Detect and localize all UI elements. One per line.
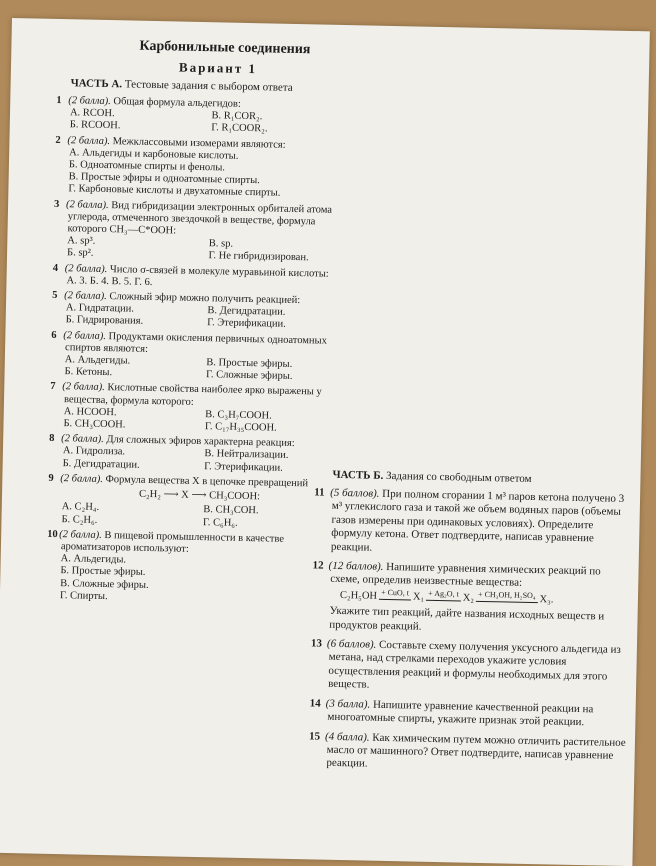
answer-options	[61, 501, 336, 531]
question-text-block	[310, 637, 629, 698]
question-text: В пищевой промышленности в качестве ароматизаторов используют:	[60, 529, 285, 555]
question-9	[48, 472, 337, 532]
answer-option: Г. Спирты.	[59, 589, 108, 602]
answer-options	[64, 354, 339, 384]
question-text: Как химическим путем можно отличить растительное масло от машинного? Ответ подтвердите, написав уравнение реакции.	[326, 731, 626, 770]
question-text: Формула вещества X в цепочке превращений	[105, 473, 309, 490]
question-points: (2 балла).	[63, 329, 107, 342]
question-text: Вид гибридизации электронных орбиталей атома углерода, отмеченного звездочкой в веществе, формула которого CH₃—C*OOH:	[67, 199, 333, 237]
answer-option: В. Простые эфиры.	[206, 357, 293, 371]
part-b-questions	[308, 486, 632, 783]
question-text: Напишите уравнения химических реакций по схеме, определив неизвестные вещества:	[330, 560, 601, 590]
reaction-arrow: + Ag₂O, t	[426, 587, 461, 602]
question-text-block	[53, 198, 343, 241]
question-number: 7	[50, 381, 56, 393]
question-8	[49, 433, 339, 475]
question-text: Составьте схему получения уксусного альдегида из метана, над стрелками переходов укажите условия осуществления реакций и формулы необходимых для этого веществ.	[327, 638, 621, 691]
question-text: Общая формула альдегидов:	[113, 96, 241, 110]
question-points: (3 балла).	[325, 697, 371, 711]
question-13	[310, 637, 629, 698]
question-points: (2 балла).	[64, 262, 108, 275]
question-number: 12	[312, 559, 324, 572]
chain-product: X₂	[462, 592, 475, 604]
question-1	[56, 94, 346, 137]
answer-option: Б. sp².	[66, 247, 94, 260]
chain-product: X₃.	[539, 594, 554, 606]
answer-option: Г. Не гибридизирован.	[208, 250, 309, 264]
question-number: 11	[314, 486, 325, 499]
answer-option: В. sp.	[208, 238, 234, 250]
answer-option: А. sp³.	[67, 235, 96, 248]
question-14	[309, 697, 627, 730]
answer-option: Б. Гидрирования.	[65, 314, 144, 328]
reaction-arrow: + CH₃OH, H₂SO₄	[476, 588, 538, 604]
question-5	[52, 289, 342, 332]
question-12	[312, 559, 630, 638]
question-points: (2 балла).	[60, 473, 104, 485]
question-number: 3	[53, 198, 60, 210]
answer-option: А. 3. Б. 4. В. 5. Г. 6.	[66, 275, 153, 288]
question-10	[47, 528, 336, 608]
question-7	[50, 381, 339, 437]
answer-option: Г. Этерификации.	[207, 317, 286, 331]
question-text-block	[309, 697, 627, 730]
question-text: Кислотные свойства наиболее ярко выражены у вещества, формула которого:	[63, 382, 322, 408]
answer-option: В. Дегидратации.	[207, 305, 286, 319]
question-text: Межклассовыми изомерами являются:	[112, 135, 286, 151]
question-points: (6 баллов).	[326, 637, 377, 651]
question-number: 13	[310, 637, 323, 650]
question-number: 5	[52, 289, 58, 302]
answer-option: А. Гидратации.	[65, 302, 135, 315]
question-text-block	[314, 486, 632, 560]
page-title: Карбонильные соединения	[139, 38, 311, 58]
answer-option: Г. C₁₇H₃₅COOH.	[204, 421, 277, 434]
answer-option: Г. C₆H₆.	[202, 516, 238, 529]
question-6	[51, 329, 340, 385]
question-points: (2 балла).	[64, 290, 107, 303]
question-text: Для сложных эфиров характерна реакция:	[106, 434, 295, 450]
answer-option: Б. CH₃COOH.	[63, 418, 126, 431]
answer-option: Б. Дегидратации.	[62, 457, 140, 471]
answer-options	[63, 446, 338, 476]
question-text-extra: Укажите тип реакций, дайте названия исходных веществ и продуктов реакций.	[329, 605, 605, 633]
answer-option: Г. Сложные эфиры.	[205, 369, 293, 383]
question-points: (12 баллов).	[328, 559, 384, 573]
answer-options	[70, 107, 345, 137]
answer-options	[63, 406, 338, 436]
answer-option: Б. Одноатомные спирты и фенолы.	[68, 159, 226, 174]
answer-option: Г. R₁COOR₂.	[211, 122, 268, 135]
question-points: (2 балла).	[62, 381, 105, 394]
question-15	[308, 729, 627, 776]
answer-option: В. R₁COR₂.	[211, 110, 263, 123]
question-points: (4 балла).	[324, 730, 370, 744]
answer-options	[68, 147, 344, 202]
question-text: Число σ-связей в молекуле муравьиной кислоты:	[109, 263, 329, 280]
question-number: 9	[48, 472, 54, 484]
variant-label: Вариант 1	[178, 59, 258, 77]
answer-option: А. Альдегиды.	[60, 553, 127, 566]
question-11	[314, 486, 632, 560]
question-points: (2 балла).	[59, 528, 102, 541]
question-text: Сложный эфир можно получить реакцией:	[109, 291, 301, 307]
question-number: 10	[47, 528, 58, 540]
answer-option: А. RCOH.	[69, 107, 115, 120]
question-text: Напишите уравнение качественной реакции на многоатомные спирты, укажите признак этой реакции.	[327, 698, 594, 729]
chain-product: X₁	[412, 591, 425, 603]
question-number: 2	[55, 134, 61, 146]
answer-option: А. Гидролиза.	[62, 445, 126, 458]
question-points: (2 балла).	[61, 433, 104, 446]
answer-options	[67, 235, 342, 265]
answer-option: Б. RCOOH.	[69, 119, 121, 132]
part-a-text: Тестовые задания с выбором ответа	[124, 78, 293, 94]
answer-option: В. Простые эфиры и одноатомные спирты.	[68, 171, 260, 187]
reaction-arrow: + CuO, t	[379, 586, 411, 601]
chain-start: C₂H₅OH	[339, 589, 378, 602]
answer-options	[66, 302, 341, 332]
answer-option: А. C₂H₄.	[61, 501, 100, 514]
worksheet-page	[0, 18, 650, 866]
question-points: (2 балла).	[67, 134, 111, 147]
question-3	[53, 198, 343, 266]
answer-option: В. Сложные эфиры.	[60, 577, 149, 591]
question-number: 6	[51, 329, 57, 341]
answer-option: А. HCOOH.	[63, 406, 117, 419]
question-text: При полном сгорании 1 м³ паров кетона получено 3 м³ углекислого газа и такой же объем водяных паров (объемы газов измерены при одинаковых условиях). Определите формулу кетона. Ответ подтвердите, написав уравнение реакции.	[330, 487, 625, 554]
answer-option: Г. Этерификации.	[204, 460, 283, 474]
answer-options	[60, 553, 336, 608]
answer-option: А. Альдегиды и карбоновые кислоты.	[69, 147, 239, 162]
question-points: (2 балла).	[65, 198, 109, 211]
question-text-block	[308, 729, 627, 776]
answer-option: Г. Карбоновые кислоты и двухатомные спирты.	[68, 183, 281, 200]
part-a-label: ЧАСТЬ А.	[70, 77, 123, 91]
question-points: (5 баллов).	[330, 486, 380, 500]
question-number: 8	[49, 433, 55, 445]
question-text: Продуктами окисления первичных одноатомных спиртов являются:	[64, 330, 328, 355]
answer-option: В. CH₃COH.	[203, 504, 259, 517]
question-2	[55, 134, 344, 202]
question-number: 15	[308, 729, 321, 743]
part-b-text: Задания со свободным ответом	[385, 469, 532, 485]
answer-option: А. Альдегиды.	[64, 354, 131, 367]
part-a-questions	[47, 94, 346, 611]
reaction-scheme: C₂H₂ ⟶ X ⟶ CH₃COOH:	[138, 488, 261, 503]
question-4	[52, 262, 341, 293]
question-number: 4	[52, 262, 59, 274]
answer-option: Б. Кетоны.	[64, 366, 113, 379]
question-number: 1	[56, 94, 62, 107]
answer-option: Б. C₂H₆.	[61, 513, 98, 526]
answer-option: В. Нейтрализации.	[204, 448, 289, 462]
question-number: 14	[309, 697, 321, 710]
part-b-label: ЧАСТЬ Б.	[332, 468, 384, 482]
answer-option: Б. Простые эфиры.	[60, 565, 146, 579]
question-points: (2 балла).	[68, 95, 111, 108]
part-b-heading	[332, 469, 531, 485]
answer-option: В. C₃H₇COOH.	[205, 409, 272, 422]
part-a-heading	[71, 77, 293, 94]
